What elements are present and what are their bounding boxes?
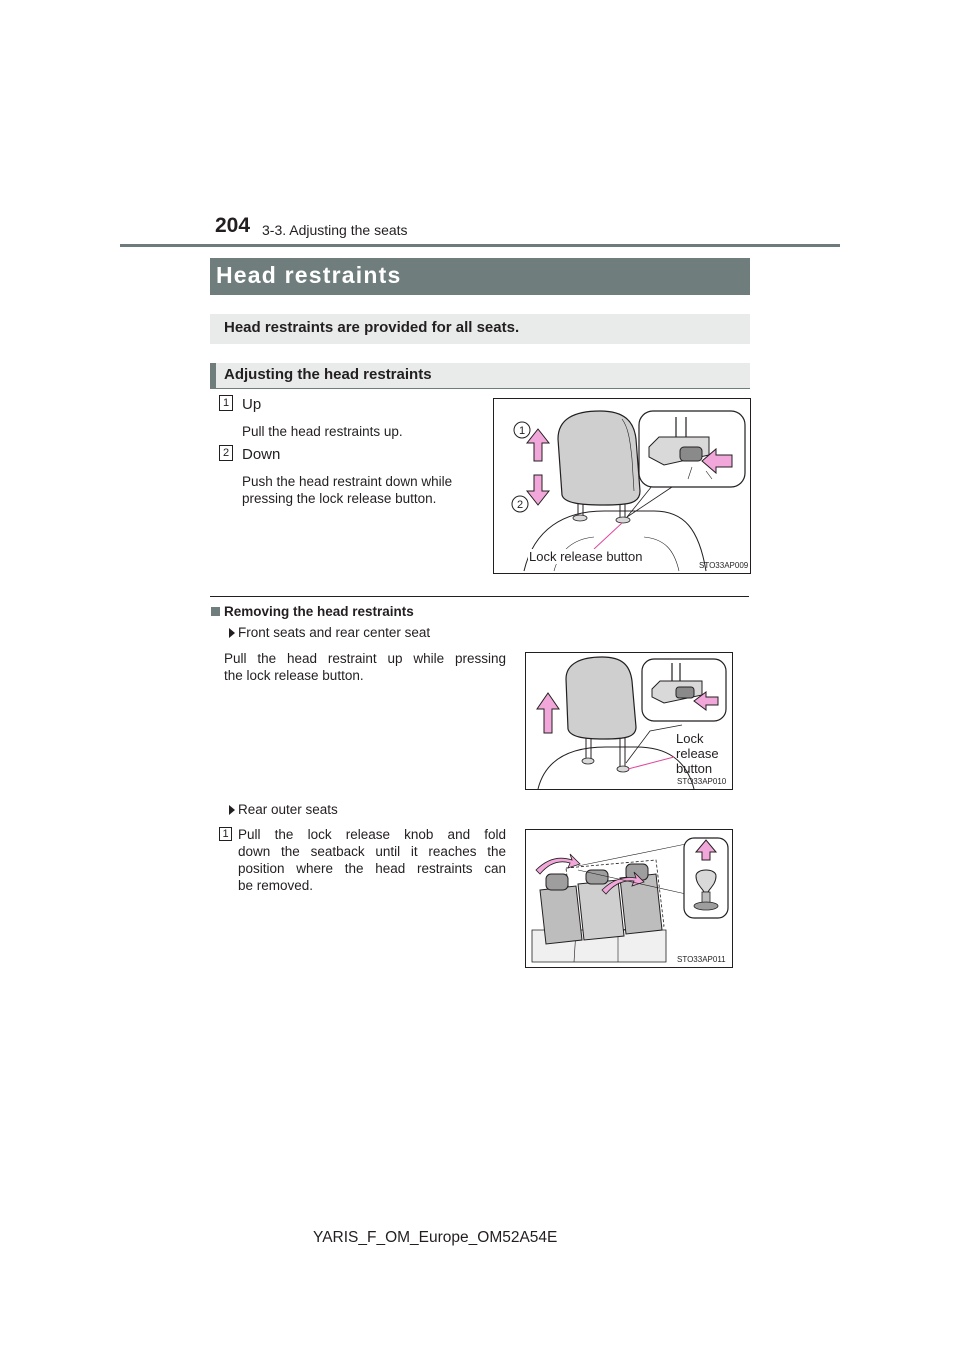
lock-release-line: release (676, 746, 719, 761)
section-label: 3-3. Adjusting the seats (262, 222, 408, 238)
item-desc-down (242, 473, 452, 507)
square-bullet (211, 607, 220, 616)
rear-seats-bullet: Rear outer seats (238, 802, 338, 817)
removing-heading: Removing the head restraints (224, 604, 414, 619)
triangle-bullet-icon (229, 628, 235, 638)
intro-text: Head restraints are provided for all seats. (224, 319, 520, 336)
lock-release-label-2 (676, 731, 719, 776)
rear-seat-illustration (526, 830, 732, 967)
subheading-accent (210, 363, 216, 388)
triangle-bullet-icon (229, 805, 235, 815)
figure-rear-seat-removal (525, 829, 733, 968)
rear-seats-line: down the seatback until it reaches the (238, 844, 506, 859)
front-seats-line: the lock release button. (224, 668, 364, 683)
step-number-1: 1 (219, 395, 233, 411)
item-desc-up: Pull the head restraints up. (242, 424, 403, 439)
item-title-up: Up (242, 396, 262, 413)
rear-seats-line: position where the head restraints can (238, 861, 506, 876)
subheading-underline (210, 388, 750, 389)
headrest-illustration (494, 399, 750, 573)
item-desc-down-line: pressing the lock release button. (242, 491, 437, 506)
figure-code-3: STO33AP011 (677, 955, 726, 964)
rear-seats-line: be removed. (238, 878, 314, 893)
subheading-adjusting: Adjusting the head restraints (224, 366, 432, 383)
front-seats-line: Pull the head restraint up while pressing (224, 651, 506, 666)
rear-seats-line: Pull the lock release knob and fold (238, 827, 506, 842)
item-title-down: Down (242, 446, 281, 463)
page-number: 204 (215, 214, 251, 237)
lock-release-line: Lock (676, 731, 704, 746)
callout-1: 1 (518, 425, 526, 437)
lock-release-label: Lock release button (529, 549, 643, 564)
rear-seats-text (238, 826, 506, 894)
front-seats-bullet: Front seats and rear center seat (238, 625, 431, 640)
footer-doc-id: YARIS_F_OM_Europe_OM52A54E (313, 1229, 558, 1246)
section-divider (210, 596, 749, 597)
figure-front-seat-removal (525, 652, 733, 790)
front-seats-text (224, 650, 506, 684)
page-title: Head restraints (216, 262, 402, 288)
item-desc-down-line: Push the head restraint down while (242, 474, 453, 489)
step-number-rear-1: 1 (219, 827, 232, 841)
figure-code: STO33AP009 (699, 561, 749, 570)
lock-release-line: button (676, 761, 713, 776)
figure-headrest-adjust (493, 398, 751, 574)
figure-code-2: STO33AP010 (677, 777, 727, 786)
callout-2: 2 (516, 499, 524, 511)
step-number-2: 2 (219, 445, 233, 461)
header-rule (120, 244, 840, 247)
